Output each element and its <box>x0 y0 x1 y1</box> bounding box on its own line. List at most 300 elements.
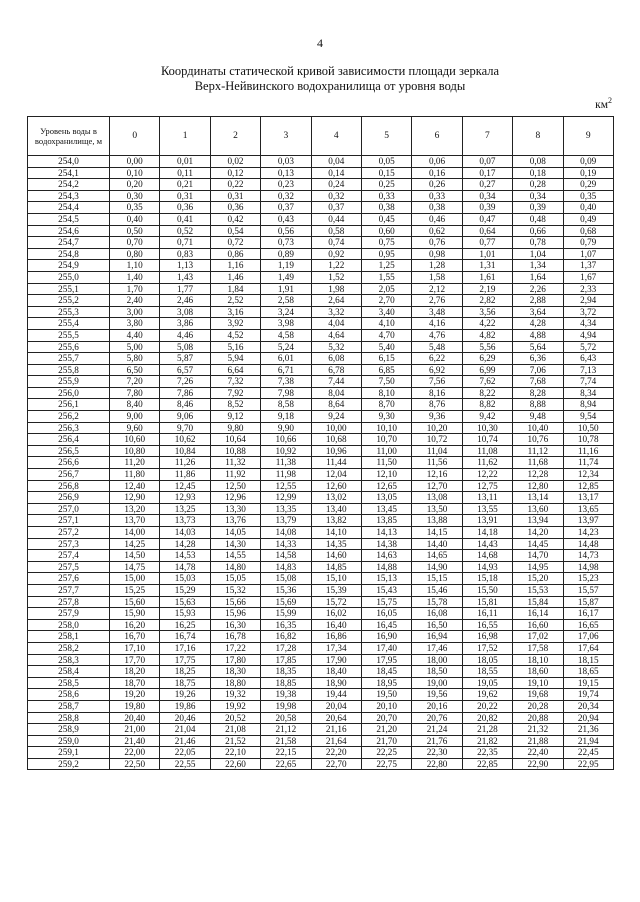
area-cell: 0,20 <box>110 179 160 191</box>
area-cell: 10,76 <box>513 434 563 446</box>
table-row <box>28 584 614 596</box>
level-cell: 255,5 <box>28 329 110 341</box>
area-cell: 15,69 <box>261 596 311 608</box>
table-row <box>28 608 614 620</box>
area-cell: 0,79 <box>563 237 613 249</box>
area-cell: 0,07 <box>462 156 512 168</box>
area-cell: 16,50 <box>412 619 462 631</box>
area-cell: 14,05 <box>210 527 260 539</box>
level-cell: 257,3 <box>28 538 110 550</box>
area-cell: 19,74 <box>563 689 613 701</box>
level-cell: 257,8 <box>28 596 110 608</box>
area-cell: 13,76 <box>210 515 260 527</box>
area-cell: 12,90 <box>110 492 160 504</box>
area-cell: 2,05 <box>361 283 411 295</box>
area-cell: 13,20 <box>110 503 160 515</box>
area-cell: 21,12 <box>261 724 311 736</box>
table-row <box>28 689 614 701</box>
table-row <box>28 295 614 307</box>
area-cell: 10,10 <box>361 422 411 434</box>
area-cell: 0,34 <box>513 190 563 202</box>
area-cell: 18,60 <box>513 666 563 678</box>
area-cell: 3,00 <box>110 306 160 318</box>
area-cell: 9,60 <box>110 422 160 434</box>
area-cell: 0,31 <box>160 190 210 202</box>
unit-power: 2 <box>608 96 612 105</box>
level-cell: 259,0 <box>28 735 110 747</box>
area-cell: 13,55 <box>462 503 512 515</box>
level-cell: 254,5 <box>28 213 110 225</box>
area-cell: 1,77 <box>160 283 210 295</box>
area-cell: 15,90 <box>110 608 160 620</box>
area-cell: 2,82 <box>462 295 512 307</box>
area-cell: 5,48 <box>412 341 462 353</box>
area-cell: 7,92 <box>210 387 260 399</box>
area-cell: 8,88 <box>513 399 563 411</box>
area-cell: 0,74 <box>311 237 361 249</box>
table-row <box>28 619 614 631</box>
area-cell: 13,11 <box>462 492 512 504</box>
area-cell: 10,78 <box>563 434 613 446</box>
level-cell: 257,6 <box>28 573 110 585</box>
area-cell: 5,08 <box>160 341 210 353</box>
area-cell: 7,68 <box>513 376 563 388</box>
area-cell: 0,15 <box>361 167 411 179</box>
area-cell: 20,22 <box>462 700 512 712</box>
area-cell: 7,44 <box>311 376 361 388</box>
level-cell: 258,4 <box>28 666 110 678</box>
area-cell: 8,22 <box>462 387 512 399</box>
area-cell: 0,32 <box>261 190 311 202</box>
area-cell: 18,15 <box>563 654 613 666</box>
area-cell: 6,08 <box>311 353 361 365</box>
area-cell: 15,00 <box>110 573 160 585</box>
area-cell: 1,40 <box>110 271 160 283</box>
area-cell: 1,84 <box>210 283 260 295</box>
area-cell: 18,40 <box>311 666 361 678</box>
area-cell: 1,55 <box>361 271 411 283</box>
table-header-row <box>28 117 614 156</box>
area-cell: 8,40 <box>110 399 160 411</box>
level-cell: 254,3 <box>28 190 110 202</box>
area-cell: 15,25 <box>110 584 160 596</box>
area-cell: 19,32 <box>210 689 260 701</box>
table-row <box>28 573 614 585</box>
area-cell: 0,27 <box>462 179 512 191</box>
level-cell: 254,7 <box>28 237 110 249</box>
level-cell: 258,7 <box>28 700 110 712</box>
area-cell: 4,94 <box>563 329 613 341</box>
table-row <box>28 596 614 608</box>
area-cell: 11,08 <box>462 445 512 457</box>
level-cell: 256,2 <box>28 411 110 423</box>
table-row <box>28 631 614 643</box>
area-cell: 0,47 <box>462 213 512 225</box>
area-cell: 18,45 <box>361 666 411 678</box>
column-header: 7 <box>462 117 512 156</box>
area-cell: 0,33 <box>361 190 411 202</box>
area-cell: 20,34 <box>563 700 613 712</box>
area-cell: 10,30 <box>462 422 512 434</box>
area-cell: 16,78 <box>210 631 260 643</box>
area-cell: 0,33 <box>412 190 462 202</box>
area-cell: 0,25 <box>361 179 411 191</box>
area-cell: 0,06 <box>412 156 462 168</box>
level-cell: 257,2 <box>28 527 110 539</box>
area-cell: 13,02 <box>311 492 361 504</box>
area-cell: 13,17 <box>563 492 613 504</box>
level-cell: 254,2 <box>28 179 110 191</box>
area-cell: 0,45 <box>361 213 411 225</box>
area-cell: 0,73 <box>261 237 311 249</box>
table-row <box>28 260 614 272</box>
area-cell: 10,72 <box>412 434 462 446</box>
area-cell: 21,32 <box>513 724 563 736</box>
area-cell: 14,08 <box>261 527 311 539</box>
area-cell: 7,26 <box>160 376 210 388</box>
area-cell: 11,16 <box>563 445 613 457</box>
area-cell: 17,95 <box>361 654 411 666</box>
area-cell: 3,08 <box>160 306 210 318</box>
area-cell: 4,82 <box>462 329 512 341</box>
area-cell: 0,32 <box>311 190 361 202</box>
area-cell: 14,90 <box>412 561 462 573</box>
area-cell: 17,64 <box>563 642 613 654</box>
area-cell: 7,32 <box>210 376 260 388</box>
area-cell: 2,94 <box>563 295 613 307</box>
area-cell: 15,39 <box>311 584 361 596</box>
area-cell: 5,72 <box>563 341 613 353</box>
area-cell: 20,82 <box>462 712 512 724</box>
area-cell: 0,71 <box>160 237 210 249</box>
area-cell: 2,58 <box>261 295 311 307</box>
level-cell: 254,0 <box>28 156 110 168</box>
area-cell: 22,10 <box>210 747 260 759</box>
area-cell: 16,94 <box>412 631 462 643</box>
area-cell: 14,80 <box>210 561 260 573</box>
area-cell: 12,65 <box>361 480 411 492</box>
level-cell: 259,2 <box>28 758 110 770</box>
area-cell: 14,88 <box>361 561 411 573</box>
area-cell: 0,77 <box>462 237 512 249</box>
area-cell: 14,45 <box>513 538 563 550</box>
area-cell: 6,29 <box>462 353 512 365</box>
area-cell: 0,31 <box>210 190 260 202</box>
area-cell: 17,75 <box>160 654 210 666</box>
area-cell: 16,70 <box>110 631 160 643</box>
table-row <box>28 306 614 318</box>
unit-label <box>595 96 612 111</box>
area-cell: 19,62 <box>462 689 512 701</box>
area-cell: 6,57 <box>160 364 210 376</box>
level-cell: 257,5 <box>28 561 110 573</box>
area-cell: 8,16 <box>412 387 462 399</box>
area-cell: 21,00 <box>110 724 160 736</box>
area-cell: 4,88 <box>513 329 563 341</box>
table-row <box>28 387 614 399</box>
area-cell: 14,58 <box>261 550 311 562</box>
area-cell: 3,40 <box>361 306 411 318</box>
area-cell: 7,20 <box>110 376 160 388</box>
level-cell: 258,6 <box>28 689 110 701</box>
area-cell: 22,75 <box>361 758 411 770</box>
area-cell: 19,10 <box>513 677 563 689</box>
area-cell: 8,70 <box>361 399 411 411</box>
area-cell: 16,45 <box>361 619 411 631</box>
area-cell: 2,26 <box>513 283 563 295</box>
level-cell: 255,8 <box>28 364 110 376</box>
area-cell: 12,16 <box>412 469 462 481</box>
area-cell: 14,65 <box>412 550 462 562</box>
area-cell: 1,25 <box>361 260 411 272</box>
area-cell: 21,94 <box>563 735 613 747</box>
column-header: 6 <box>412 117 462 156</box>
area-cell: 15,15 <box>412 573 462 585</box>
area-cell: 21,24 <box>412 724 462 736</box>
area-cell: 21,58 <box>261 735 311 747</box>
area-cell: 0,01 <box>160 156 210 168</box>
area-cell: 0,72 <box>210 237 260 249</box>
area-cell: 1,70 <box>110 283 160 295</box>
area-cell: 0,38 <box>412 202 462 214</box>
area-cell: 0,39 <box>462 202 512 214</box>
area-cell: 0,50 <box>110 225 160 237</box>
level-cell: 256,8 <box>28 480 110 492</box>
area-cell: 0,95 <box>361 248 411 260</box>
area-cell: 12,04 <box>311 469 361 481</box>
area-cell: 14,98 <box>563 561 613 573</box>
level-column-header: Уровень воды в водохранилище, м <box>28 117 110 156</box>
area-cell: 0,29 <box>563 179 613 191</box>
area-cell: 12,75 <box>462 480 512 492</box>
area-cell: 7,86 <box>160 387 210 399</box>
area-cell: 4,04 <box>311 318 361 330</box>
table-row <box>28 248 614 260</box>
area-cell: 1,07 <box>563 248 613 260</box>
area-cell: 0,48 <box>513 213 563 225</box>
area-cell: 14,30 <box>210 538 260 550</box>
area-cell: 13,65 <box>563 503 613 515</box>
area-cell: 9,54 <box>563 411 613 423</box>
area-cell: 0,18 <box>513 167 563 179</box>
area-cell: 1,22 <box>311 260 361 272</box>
area-cell: 21,46 <box>160 735 210 747</box>
table-row <box>28 735 614 747</box>
area-cell: 18,05 <box>462 654 512 666</box>
area-cell: 0,03 <box>261 156 311 168</box>
table-row <box>28 515 614 527</box>
area-cell: 1,58 <box>412 271 462 283</box>
area-cell: 14,48 <box>563 538 613 550</box>
area-cell: 7,06 <box>513 364 563 376</box>
area-cell: 13,85 <box>361 515 411 527</box>
area-cell: 14,28 <box>160 538 210 550</box>
area-cell: 19,20 <box>110 689 160 701</box>
area-cell: 21,76 <box>412 735 462 747</box>
area-cell: 18,55 <box>462 666 512 678</box>
area-cell: 0,64 <box>462 225 512 237</box>
area-cell: 20,88 <box>513 712 563 724</box>
area-cell: 1,46 <box>210 271 260 283</box>
area-cell: 2,40 <box>110 295 160 307</box>
area-cell: 10,62 <box>160 434 210 446</box>
area-cell: 8,94 <box>563 399 613 411</box>
area-cell: 16,02 <box>311 608 361 620</box>
area-cell: 6,50 <box>110 364 160 376</box>
area-cell: 14,85 <box>311 561 361 573</box>
area-cell: 0,86 <box>210 248 260 260</box>
table-row <box>28 469 614 481</box>
area-cell: 5,80 <box>110 353 160 365</box>
area-cell: 13,40 <box>311 503 361 515</box>
area-cell: 13,97 <box>563 515 613 527</box>
area-cell: 15,81 <box>462 596 512 608</box>
area-cell: 0,21 <box>160 179 210 191</box>
document-title <box>60 64 600 94</box>
area-cell: 1,31 <box>462 260 512 272</box>
area-cell: 12,70 <box>412 480 462 492</box>
area-cell: 15,53 <box>513 584 563 596</box>
area-cell: 12,55 <box>261 480 311 492</box>
area-cell: 20,94 <box>563 712 613 724</box>
column-header: 1 <box>160 117 210 156</box>
area-cell: 0,10 <box>110 167 160 179</box>
area-cell: 10,88 <box>210 445 260 457</box>
area-cell: 13,70 <box>110 515 160 527</box>
area-cell: 14,93 <box>462 561 512 573</box>
area-cell: 8,64 <box>311 399 361 411</box>
area-cell: 0,39 <box>513 202 563 214</box>
area-cell: 5,16 <box>210 341 260 353</box>
area-cell: 0,76 <box>412 237 462 249</box>
area-cell: 1,37 <box>563 260 613 272</box>
level-cell: 258,3 <box>28 654 110 666</box>
area-cell: 20,52 <box>210 712 260 724</box>
area-cell: 12,40 <box>110 480 160 492</box>
area-cell: 17,85 <box>261 654 311 666</box>
area-cell: 1,49 <box>261 271 311 283</box>
area-cell: 11,62 <box>462 457 512 469</box>
area-cell: 3,56 <box>462 306 512 318</box>
area-cell: 2,64 <box>311 295 361 307</box>
area-cell: 15,99 <box>261 608 311 620</box>
table-row <box>28 758 614 770</box>
area-cell: 14,40 <box>412 538 462 550</box>
area-cell: 18,50 <box>412 666 462 678</box>
table-row <box>28 329 614 341</box>
area-cell: 3,24 <box>261 306 311 318</box>
area-cell: 16,90 <box>361 631 411 643</box>
area-cell: 20,70 <box>361 712 411 724</box>
area-cell: 17,52 <box>462 642 512 654</box>
area-cell: 0,02 <box>210 156 260 168</box>
level-cell: 255,1 <box>28 283 110 295</box>
area-cell: 11,50 <box>361 457 411 469</box>
level-cell: 256,6 <box>28 457 110 469</box>
area-cell: 8,76 <box>412 399 462 411</box>
area-cell: 18,70 <box>110 677 160 689</box>
area-cell: 0,37 <box>261 202 311 214</box>
level-cell: 256,5 <box>28 445 110 457</box>
area-cell: 20,40 <box>110 712 160 724</box>
area-cell: 9,36 <box>412 411 462 423</box>
area-cell: 22,25 <box>361 747 411 759</box>
area-cell: 11,44 <box>311 457 361 469</box>
area-cell: 3,72 <box>563 306 613 318</box>
area-cell: 15,43 <box>361 584 411 596</box>
area-cell: 13,05 <box>361 492 411 504</box>
area-cell: 22,30 <box>412 747 462 759</box>
area-cell: 5,56 <box>462 341 512 353</box>
area-cell: 14,13 <box>361 527 411 539</box>
area-cell: 10,74 <box>462 434 512 446</box>
area-cell: 10,50 <box>563 422 613 434</box>
level-cell: 255,9 <box>28 376 110 388</box>
area-cell: 17,02 <box>513 631 563 643</box>
area-cell: 0,52 <box>160 225 210 237</box>
area-cell: 10,00 <box>311 422 361 434</box>
area-cell: 4,16 <box>412 318 462 330</box>
level-cell: 257,7 <box>28 584 110 596</box>
area-cell: 7,98 <box>261 387 311 399</box>
area-cell: 12,34 <box>563 469 613 481</box>
area-cell: 8,28 <box>513 387 563 399</box>
table-row <box>28 480 614 492</box>
area-cell: 4,70 <box>361 329 411 341</box>
area-cell: 5,32 <box>311 341 361 353</box>
table-row <box>28 411 614 423</box>
title-line-1: Координаты статической кривой зависимости площади зеркала <box>160 64 500 78</box>
area-cell: 14,35 <box>311 538 361 550</box>
area-cell: 10,70 <box>361 434 411 446</box>
area-cell: 11,38 <box>261 457 311 469</box>
area-cell: 19,50 <box>361 689 411 701</box>
level-cell: 255,0 <box>28 271 110 283</box>
area-cell: 15,08 <box>261 573 311 585</box>
table-row <box>28 561 614 573</box>
area-cell: 9,80 <box>210 422 260 434</box>
level-cell: 256,3 <box>28 422 110 434</box>
area-cell: 8,10 <box>361 387 411 399</box>
area-cell: 20,04 <box>311 700 361 712</box>
area-cell: 12,80 <box>513 480 563 492</box>
level-cell: 257,1 <box>28 515 110 527</box>
area-cell: 1,98 <box>311 283 361 295</box>
area-cell: 1,52 <box>311 271 361 283</box>
area-cell: 16,60 <box>513 619 563 631</box>
area-cell: 14,73 <box>563 550 613 562</box>
area-cell: 4,34 <box>563 318 613 330</box>
area-cell: 0,58 <box>311 225 361 237</box>
area-cell: 18,80 <box>210 677 260 689</box>
area-cell: 19,80 <box>110 700 160 712</box>
area-cell: 21,52 <box>210 735 260 747</box>
area-cell: 0,41 <box>160 213 210 225</box>
area-cell: 15,03 <box>160 573 210 585</box>
area-cell: 14,38 <box>361 538 411 550</box>
area-cell: 11,98 <box>261 469 311 481</box>
level-cell: 258,8 <box>28 712 110 724</box>
area-cell: 14,00 <box>110 527 160 539</box>
area-cell: 10,66 <box>261 434 311 446</box>
area-cell: 19,68 <box>513 689 563 701</box>
table-row <box>28 271 614 283</box>
area-cell: 22,85 <box>462 758 512 770</box>
area-cell: 8,52 <box>210 399 260 411</box>
area-cell: 0,00 <box>110 156 160 168</box>
area-cell: 3,48 <box>412 306 462 318</box>
area-cell: 3,86 <box>160 318 210 330</box>
